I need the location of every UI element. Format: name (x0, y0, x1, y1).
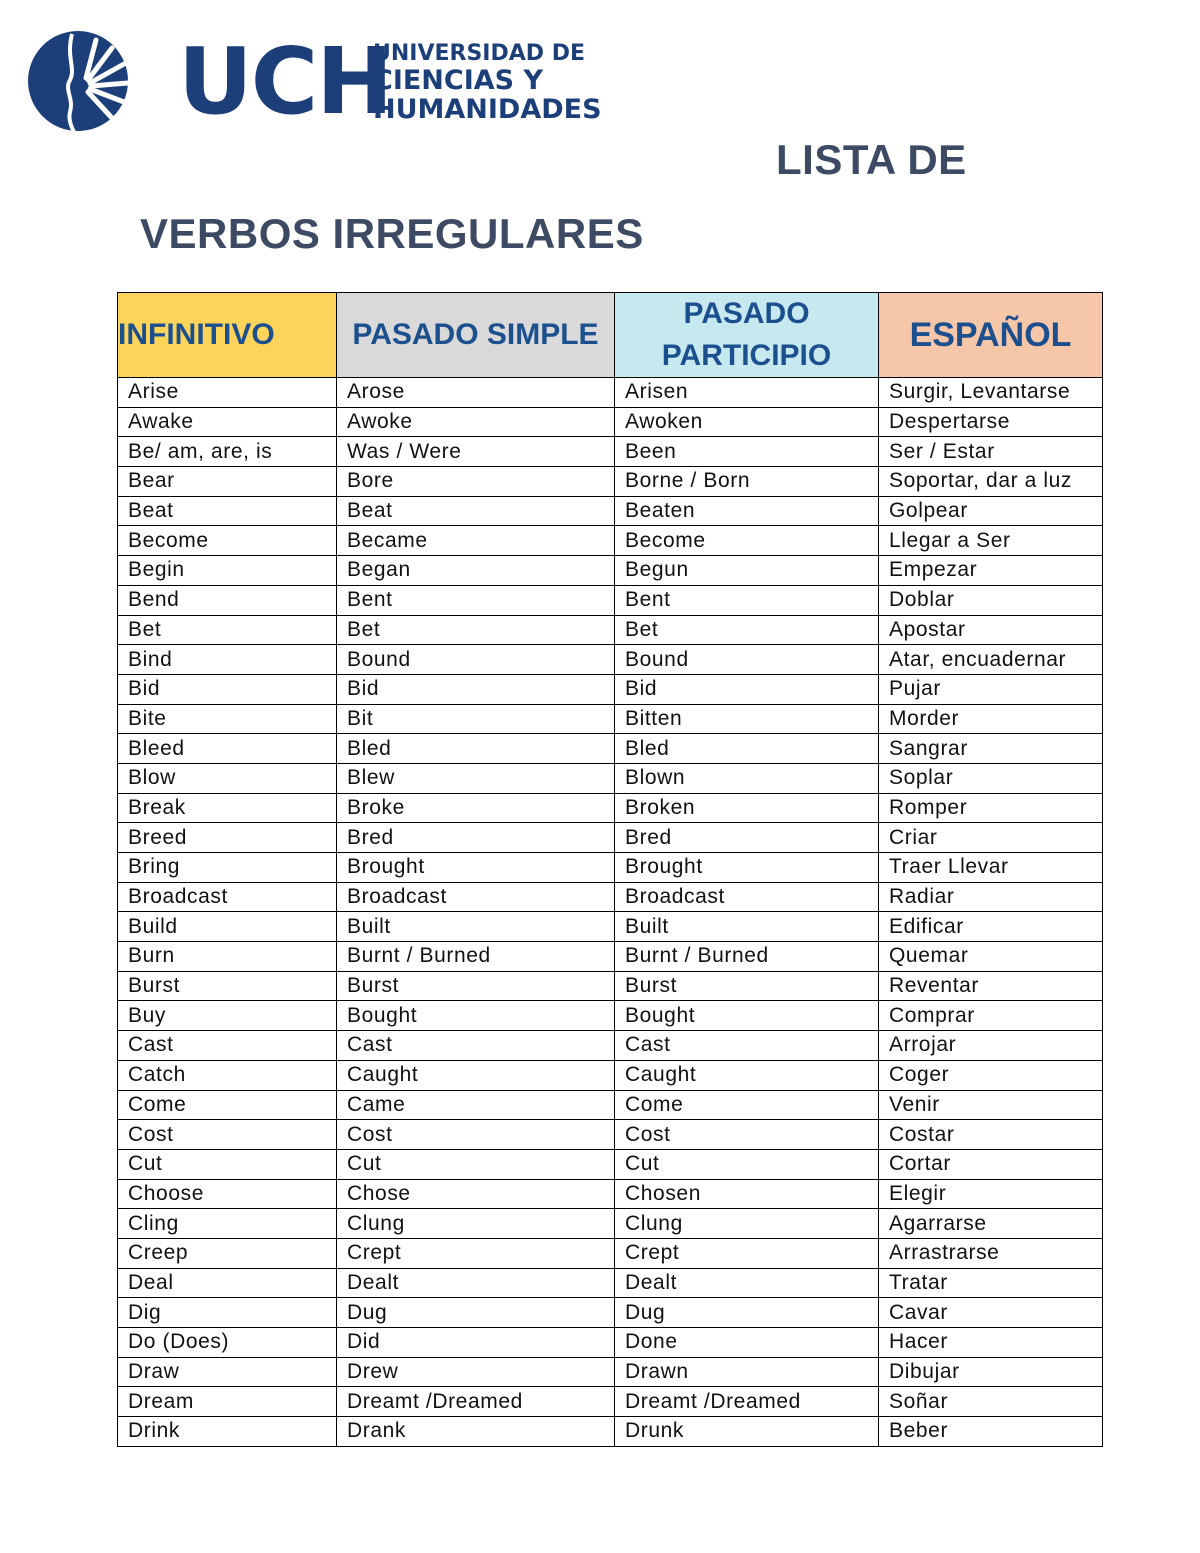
cell-pasado-participio: Bred (615, 823, 879, 853)
cell-infinitivo: Be/ am, are, is (118, 437, 337, 467)
cell-espanol: Soplar (879, 763, 1103, 793)
table-row (118, 1387, 1103, 1417)
table-row (118, 467, 1103, 497)
cell-pasado-participio: Drawn (615, 1357, 879, 1387)
cell-pasado-participio: Cast (615, 1031, 879, 1061)
cell-pasado-simple: Cut (337, 1149, 615, 1179)
logo-line-1: UNIVERSIDAD DE (373, 41, 585, 66)
cell-pasado-participio: Chosen (615, 1179, 879, 1209)
cell-espanol: Comprar (879, 1001, 1103, 1031)
table-row (118, 1268, 1103, 1298)
cell-pasado-participio: Burnt / Burned (615, 942, 879, 972)
cell-espanol: Arrastrarse (879, 1238, 1103, 1268)
cell-espanol: Soñar (879, 1387, 1103, 1417)
cell-pasado-simple: Cast (337, 1031, 615, 1061)
cell-pasado-simple: Drank (337, 1417, 615, 1447)
table-row (118, 971, 1103, 1001)
table-row (118, 1001, 1103, 1031)
cell-espanol: Empezar (879, 556, 1103, 586)
cell-pasado-simple: Bought (337, 1001, 615, 1031)
cell-infinitivo: Become (118, 526, 337, 556)
cell-infinitivo: Dig (118, 1298, 337, 1328)
cell-infinitivo: Breed (118, 823, 337, 853)
table-row (118, 407, 1103, 437)
cell-infinitivo: Buy (118, 1001, 337, 1031)
table-row (118, 1238, 1103, 1268)
cell-infinitivo: Cling (118, 1209, 337, 1239)
cell-pasado-simple: Brought (337, 853, 615, 883)
cell-pasado-participio: Begun (615, 556, 879, 586)
cell-pasado-simple: Clung (337, 1209, 615, 1239)
cell-infinitivo: Bleed (118, 734, 337, 764)
cell-pasado-participio: Cost (615, 1120, 879, 1150)
table-row (118, 1328, 1103, 1358)
cell-infinitivo: Creep (118, 1238, 337, 1268)
table-row (118, 674, 1103, 704)
cell-espanol: Golpear (879, 496, 1103, 526)
cell-infinitivo: Arise (118, 378, 337, 408)
cell-pasado-participio: Drunk (615, 1417, 879, 1447)
cell-espanol: Cavar (879, 1298, 1103, 1328)
cell-pasado-participio: Dug (615, 1298, 879, 1328)
cell-espanol: Romper (879, 793, 1103, 823)
cell-pasado-participio: Bound (615, 645, 879, 675)
table-row (118, 1090, 1103, 1120)
cell-pasado-participio: Become (615, 526, 879, 556)
cell-pasado-participio: Bid (615, 674, 879, 704)
table-row (118, 1179, 1103, 1209)
table-header-row (118, 293, 1103, 378)
cell-pasado-participio: Awoken (615, 407, 879, 437)
cell-pasado-participio: Arisen (615, 378, 879, 408)
cell-pasado-simple: Bent (337, 585, 615, 615)
cell-pasado-participio: Bent (615, 585, 879, 615)
cell-infinitivo: Bid (118, 674, 337, 704)
table-row (118, 1209, 1103, 1239)
cell-infinitivo: Bear (118, 467, 337, 497)
cell-espanol: Despertarse (879, 407, 1103, 437)
logo-line-3: HUMANIDADES (373, 94, 602, 125)
cell-pasado-participio: Done (615, 1328, 879, 1358)
cell-pasado-simple: Bound (337, 645, 615, 675)
table-row (118, 556, 1103, 586)
cell-espanol: Elegir (879, 1179, 1103, 1209)
table-row (118, 1298, 1103, 1328)
cell-pasado-simple: Did (337, 1328, 615, 1358)
table-row (118, 437, 1103, 467)
table-row (118, 496, 1103, 526)
cell-infinitivo: Blow (118, 763, 337, 793)
table-row (118, 1120, 1103, 1150)
cell-espanol: Atar, encuadernar (879, 645, 1103, 675)
cell-pasado-simple: Caught (337, 1060, 615, 1090)
table-row (118, 942, 1103, 972)
cell-espanol: Traer Llevar (879, 853, 1103, 883)
cell-pasado-simple: Chose (337, 1179, 615, 1209)
cell-pasado-simple: Crept (337, 1238, 615, 1268)
header-infinitivo: INFINITIVO (118, 293, 337, 378)
cell-infinitivo: Choose (118, 1179, 337, 1209)
cell-infinitivo: Broadcast (118, 882, 337, 912)
cell-infinitivo: Draw (118, 1357, 337, 1387)
cell-pasado-participio: Dreamt /Dreamed (615, 1387, 879, 1417)
cell-infinitivo: Beat (118, 496, 337, 526)
table-row (118, 526, 1103, 556)
cell-pasado-simple: Drew (337, 1357, 615, 1387)
cell-pasado-participio: Bled (615, 734, 879, 764)
page-title-line-2: VERBOS IRREGULARES (140, 210, 644, 257)
irregular-verbs-table (117, 292, 1103, 1447)
cell-pasado-participio: Bet (615, 615, 879, 645)
cell-espanol: Venir (879, 1090, 1103, 1120)
table-row (118, 378, 1103, 408)
cell-espanol: Arrojar (879, 1031, 1103, 1061)
table-row (118, 585, 1103, 615)
cell-espanol: Coger (879, 1060, 1103, 1090)
cell-infinitivo: Begin (118, 556, 337, 586)
cell-infinitivo: Bind (118, 645, 337, 675)
table-row (118, 734, 1103, 764)
cell-pasado-simple: Began (337, 556, 615, 586)
cell-pasado-simple: Came (337, 1090, 615, 1120)
cell-espanol: Radiar (879, 882, 1103, 912)
cell-espanol: Hacer (879, 1328, 1103, 1358)
table-row (118, 793, 1103, 823)
cell-pasado-participio: Beaten (615, 496, 879, 526)
cell-pasado-participio: Broken (615, 793, 879, 823)
cell-infinitivo: Burn (118, 942, 337, 972)
logo-acronym: UCH (178, 28, 392, 135)
cell-espanol: Apostar (879, 615, 1103, 645)
table-row (118, 1417, 1103, 1447)
cell-pasado-simple: Dealt (337, 1268, 615, 1298)
cell-pasado-participio: Crept (615, 1238, 879, 1268)
cell-pasado-participio: Blown (615, 763, 879, 793)
cell-infinitivo: Deal (118, 1268, 337, 1298)
cell-pasado-simple: Dreamt /Dreamed (337, 1387, 615, 1417)
cell-espanol: Costar (879, 1120, 1103, 1150)
page-title-line-1: LISTA DE (776, 136, 967, 183)
cell-espanol: Reventar (879, 971, 1103, 1001)
cell-pasado-participio: Come (615, 1090, 879, 1120)
cell-espanol: Cortar (879, 1149, 1103, 1179)
cell-espanol: Tratar (879, 1268, 1103, 1298)
table-row (118, 615, 1103, 645)
cell-pasado-participio: Caught (615, 1060, 879, 1090)
cell-pasado-simple: Cost (337, 1120, 615, 1150)
cell-infinitivo: Bring (118, 853, 337, 883)
cell-infinitivo: Come (118, 1090, 337, 1120)
cell-pasado-participio: Bought (615, 1001, 879, 1031)
cell-espanol: Sangrar (879, 734, 1103, 764)
cell-infinitivo: Dream (118, 1387, 337, 1417)
university-logo (28, 28, 608, 136)
cell-infinitivo: Bend (118, 585, 337, 615)
table-row (118, 882, 1103, 912)
cell-infinitivo: Drink (118, 1417, 337, 1447)
cell-pasado-simple: Bit (337, 704, 615, 734)
cell-espanol: Ser / Estar (879, 437, 1103, 467)
cell-espanol: Criar (879, 823, 1103, 853)
table-row (118, 1031, 1103, 1061)
table-row (118, 1357, 1103, 1387)
cell-pasado-simple: Bred (337, 823, 615, 853)
cell-espanol: Beber (879, 1417, 1103, 1447)
cell-pasado-simple: Beat (337, 496, 615, 526)
cell-pasado-participio: Cut (615, 1149, 879, 1179)
cell-infinitivo: Awake (118, 407, 337, 437)
uch-emblem-icon (28, 28, 134, 134)
cell-pasado-simple: Was / Were (337, 437, 615, 467)
cell-pasado-simple: Bet (337, 615, 615, 645)
cell-infinitivo: Do (Does) (118, 1328, 337, 1358)
cell-pasado-simple: Bled (337, 734, 615, 764)
cell-infinitivo: Cut (118, 1149, 337, 1179)
header-pasado-simple: PASADO SIMPLE (337, 293, 615, 378)
logo-university-name (373, 42, 602, 124)
cell-infinitivo: Bet (118, 615, 337, 645)
cell-infinitivo: Catch (118, 1060, 337, 1090)
header-pasado-participio: PASADO PARTICIPIO (615, 293, 879, 378)
cell-pasado-participio: Burst (615, 971, 879, 1001)
cell-espanol: Agarrarse (879, 1209, 1103, 1239)
cell-pasado-simple: Burst (337, 971, 615, 1001)
cell-pasado-simple: Broadcast (337, 882, 615, 912)
cell-espanol: Llegar a Ser (879, 526, 1103, 556)
cell-pasado-participio: Bitten (615, 704, 879, 734)
cell-espanol: Morder (879, 704, 1103, 734)
table-row (118, 823, 1103, 853)
cell-pasado-simple: Awoke (337, 407, 615, 437)
cell-espanol: Pujar (879, 674, 1103, 704)
table-row (118, 645, 1103, 675)
cell-pasado-simple: Broke (337, 793, 615, 823)
cell-pasado-participio: Brought (615, 853, 879, 883)
table-row (118, 912, 1103, 942)
table-row (118, 853, 1103, 883)
cell-pasado-simple: Built (337, 912, 615, 942)
cell-espanol: Edificar (879, 912, 1103, 942)
cell-pasado-participio: Broadcast (615, 882, 879, 912)
cell-pasado-simple: Arose (337, 378, 615, 408)
cell-pasado-participio: Borne / Born (615, 467, 879, 497)
cell-pasado-participio: Been (615, 437, 879, 467)
logo-line-2: CIENCIAS Y (373, 65, 544, 96)
cell-espanol: Quemar (879, 942, 1103, 972)
cell-pasado-simple: Blew (337, 763, 615, 793)
table-row (118, 763, 1103, 793)
cell-infinitivo: Burst (118, 971, 337, 1001)
cell-infinitivo: Break (118, 793, 337, 823)
table-body (118, 378, 1103, 1447)
table-row (118, 704, 1103, 734)
cell-pasado-simple: Bid (337, 674, 615, 704)
cell-pasado-participio: Dealt (615, 1268, 879, 1298)
cell-espanol: Surgir, Levantarse (879, 378, 1103, 408)
cell-espanol: Dibujar (879, 1357, 1103, 1387)
cell-infinitivo: Cast (118, 1031, 337, 1061)
cell-infinitivo: Build (118, 912, 337, 942)
cell-pasado-simple: Burnt / Burned (337, 942, 615, 972)
cell-pasado-simple: Bore (337, 467, 615, 497)
cell-infinitivo: Bite (118, 704, 337, 734)
cell-pasado-participio: Built (615, 912, 879, 942)
cell-espanol: Doblar (879, 585, 1103, 615)
table-row (118, 1149, 1103, 1179)
header-espanol: ESPAÑOL (879, 293, 1103, 378)
cell-pasado-participio: Clung (615, 1209, 879, 1239)
table-row (118, 1060, 1103, 1090)
cell-pasado-simple: Became (337, 526, 615, 556)
cell-infinitivo: Cost (118, 1120, 337, 1150)
cell-pasado-simple: Dug (337, 1298, 615, 1328)
cell-espanol: Soportar, dar a luz (879, 467, 1103, 497)
